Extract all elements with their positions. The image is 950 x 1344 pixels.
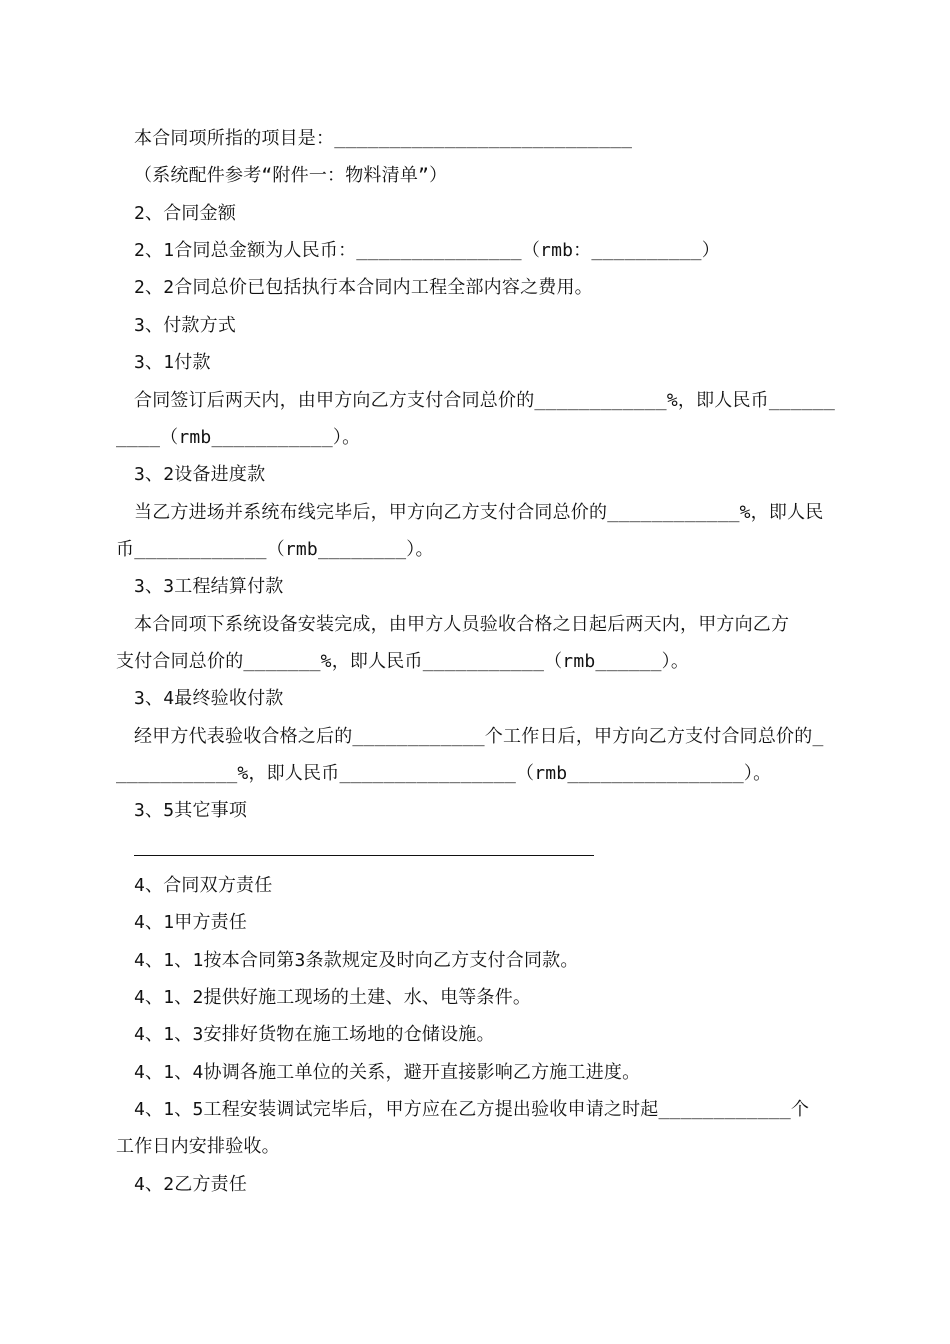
clause-4-1-3: 4、1、3安排好货物在施工场地的仓储设施。 [134, 1024, 495, 1045]
clause-3-4-text-line-2: ___________%，即人民币________________（rmb________________）。 [116, 763, 772, 784]
clause-3-1-text-line-2: ____（rmb___________）。 [116, 427, 361, 448]
clause-3-5-heading: 3、5其它事项 [134, 800, 248, 821]
clause-3-2-text-line-2: 币____________（rmb________）。 [116, 539, 434, 560]
attachment-note: （系统配件参考“附件一：物料清单”） [134, 165, 448, 186]
clause-3-2-heading: 3、2设备进度款 [134, 464, 266, 485]
clause-2-1: 2、1合同总金额为人民币：_______________（rmb：__________） [134, 240, 720, 261]
clause-4-1-heading: 4、1甲方责任 [134, 912, 248, 933]
clause-3-1-text-line-1: 合同签订后两天内，由甲方向乙方支付合同总价的____________%，即人民币______ [134, 390, 836, 411]
section-2-heading: 2、合同金额 [134, 203, 237, 224]
clause-3-3-text-line-2: 支付合同总价的_______%，即人民币___________（rmb______）。 [116, 651, 690, 672]
clause-4-1-4: 4、1、4协调各施工单位的关系，避开直接影响乙方施工进度。 [134, 1062, 641, 1083]
clause-2-2: 2、2合同总价已包括执行本合同内工程全部内容之费用。 [134, 277, 593, 298]
clause-3-1-heading: 3、1付款 [134, 352, 211, 373]
clause-3-4-heading: 3、4最终验收付款 [134, 688, 284, 709]
clause-3-4-text-line-1: 经甲方代表验收合格之后的____________个工作日后，甲方向乙方支付合同总价的_ [134, 726, 824, 747]
clause-4-1-5-line-1: 4、1、5工程安装调试完毕后，甲方应在乙方提出验收申请之时起____________个 [134, 1099, 810, 1120]
clause-3-3-text-line-1: 本合同项下系统设备安装完成，由甲方人员验收合格之日起后两天内，甲方向乙方 [134, 614, 790, 635]
clause-4-1-1: 4、1、1按本合同第3条款规定及时向乙方支付合同款。 [134, 950, 579, 971]
project-line: 本合同项所指的项目是：___________________________ [134, 128, 633, 149]
blank-fill-line [134, 855, 594, 856]
clause-3-3-heading: 3、3工程结算付款 [134, 576, 284, 597]
section-4-heading: 4、合同双方责任 [134, 875, 273, 896]
clause-4-1-5-line-2: 工作日内安排验收。 [116, 1136, 280, 1157]
clause-3-2-text-line-1: 当乙方进场并系统布线完毕后，甲方向乙方支付合同总价的____________%，即人民 [134, 502, 824, 523]
clause-4-1-2: 4、1、2提供好施工现场的土建、水、电等条件。 [134, 987, 532, 1008]
clause-4-2-heading: 4、2乙方责任 [134, 1174, 248, 1195]
section-3-heading: 3、付款方式 [134, 315, 237, 336]
